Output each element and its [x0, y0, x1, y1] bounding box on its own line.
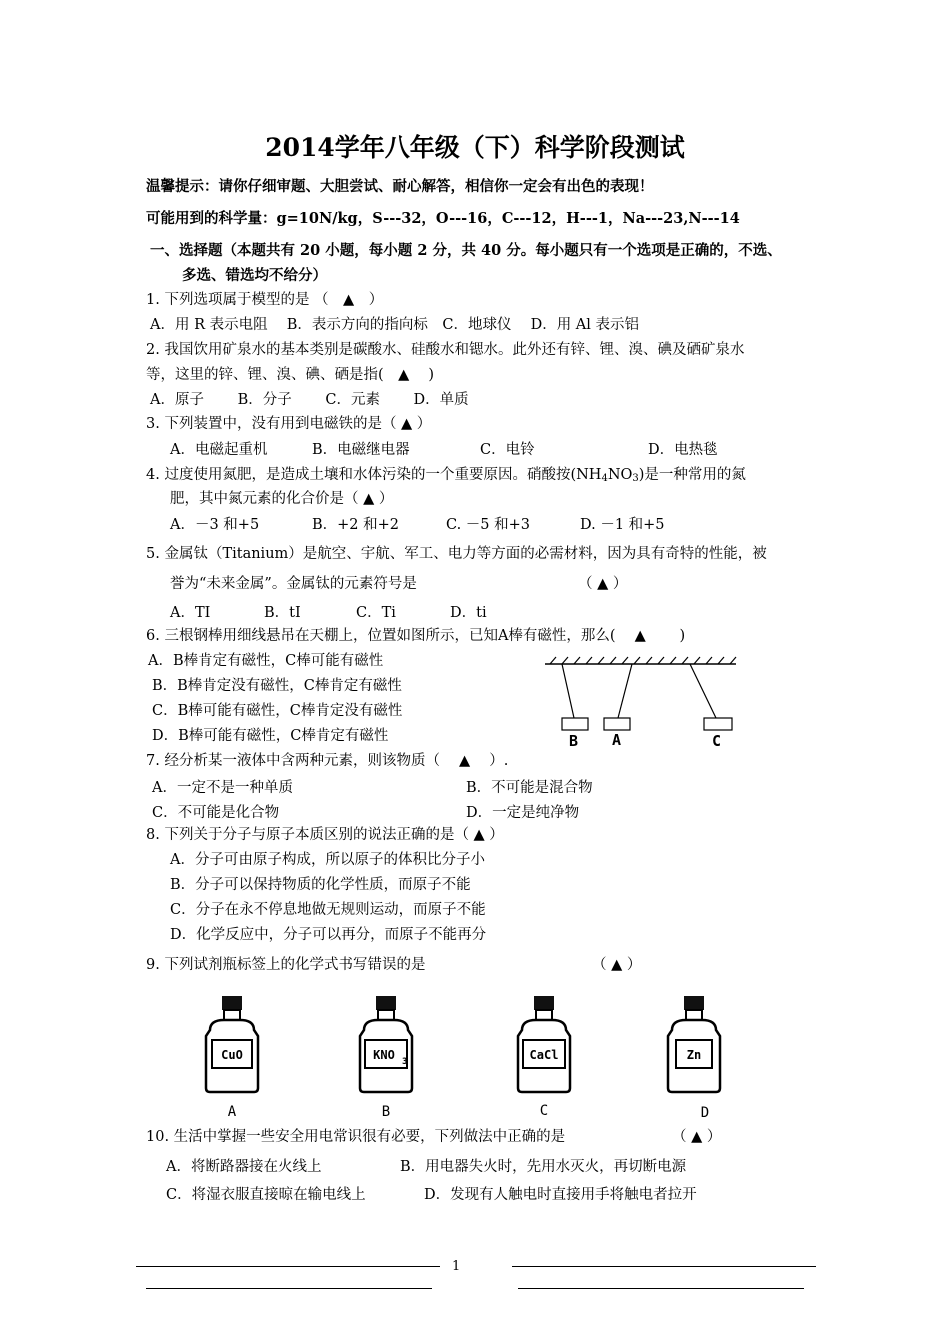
q4-option-a: A．－3 和+5: [170, 517, 260, 533]
rod-b: [562, 718, 588, 730]
bottle-a-letter: A: [227, 1104, 237, 1120]
bottle-b-formula: KNO: [373, 1048, 395, 1062]
q6-rods-diagram: [540, 652, 750, 752]
q5-option-c: C．Ti: [356, 605, 396, 621]
q9-answer-mark: （ ▲ ）: [592, 957, 642, 973]
thread-c: [690, 664, 716, 718]
bottle-b: [360, 996, 412, 1120]
q8-option-d: D．化学反应中，分子可以再分，而原子不能再分: [170, 927, 487, 943]
rod-label-c: C: [712, 732, 722, 750]
q7-option-c: C．不可能是化合物: [152, 805, 280, 821]
section-heading-cont: 多选、错选均不给分）: [182, 267, 327, 284]
q5-stem: 5. 金属钛（Titanium）是航空、宇航、军工、电力等方面的必需材料，因为具有奇特的性能，被: [146, 546, 767, 562]
q6-option-d: D．B棒可能有磁性，C棒肯定有磁性: [152, 728, 389, 744]
q10-answer-mark: （ ▲ ）: [672, 1129, 722, 1145]
q9-stem: 9. 下列试剂瓶标签上的化学式书写错误的是: [146, 957, 426, 973]
footer-rule-right-top: [512, 1266, 816, 1267]
bottle-c-cap: [534, 996, 554, 1010]
ceiling-hatch: [550, 657, 736, 664]
footer-rule-left-top: [136, 1266, 440, 1267]
q10-option-c: C．将湿衣服直接晾在输电线上: [166, 1187, 366, 1203]
q2-stem: 2. 我国饮用矿泉水的基本类别是碳酸水、硅酸水和锶水。此外还有锌、锂、溴、碘及硒矿泉水: [146, 342, 745, 358]
q5-option-d: D．ti: [450, 605, 487, 621]
q4-option-d: D. －1 和+5: [580, 517, 665, 533]
bottle-d-letter: D: [700, 1105, 710, 1121]
thread-b: [562, 664, 574, 718]
q2-stem-cont: 等，这里的锌、锂、溴、碘、硒是指( ▲ ): [146, 367, 435, 383]
q7-stem: 7. 经分析某一液体中含两种元素，则该物质（ ▲ ）.: [146, 753, 509, 769]
bottle-c-letter: C: [539, 1103, 549, 1119]
q10-option-d: D．发现有人触电时直接用手将触电者拉开: [424, 1187, 697, 1203]
q3-option-d: D．电热毯: [648, 442, 718, 458]
masses-text: 可能用到的科学量：g=10N/kg，S---32，O---16，C---12，H---1，Na---23,N---14: [146, 210, 740, 227]
q6-option-c: C．B棒可能有磁性，C棒肯定没有磁性: [152, 703, 403, 719]
q1-options: A．用 R 表示电阻 B．表示方向的指向标 C．地球仪 D．用 Al 表示铝: [150, 317, 640, 333]
exam-title: 2014学年八年级（下）科学阶段测试: [265, 133, 685, 162]
q7-option-a: A．一定不是一种单质: [152, 780, 293, 796]
q8-option-a: A．分子可由原子构成，所以原子的体积比分子小: [170, 852, 485, 868]
q10-stem: 10. 生活中掌握一些安全用电常识很有必要，下列做法中正确的是: [146, 1129, 566, 1145]
rod-c: [704, 718, 732, 730]
q6-option-a: A．B棒肯定有磁性，C棒可能有磁性: [148, 653, 384, 669]
bottle-b-cap: [376, 996, 396, 1010]
q5-answer-mark: （ ▲ ）: [578, 576, 628, 592]
rod-label-a: A: [612, 731, 622, 749]
q5-option-a: A．TI: [170, 605, 211, 621]
page-number: 1: [452, 1259, 461, 1274]
q8-stem: 8. 下列关于分子与原子本质区别的说法正确的是（ ▲ ）: [146, 827, 504, 843]
q10-option-b: B．用电器失火时，先用水灭火，再切断电源: [400, 1159, 687, 1175]
rod-label-b: B: [569, 732, 579, 750]
q5-stem-cont: 誉为“未来金属”。金属钛的元素符号是: [170, 576, 417, 592]
bottle-a: [206, 996, 258, 1120]
q4-stem: 4. 过度使用氮肥，是造成土壤和水体污染的一个重要原因。硝酸按$(NH_4NO_3)$是一种常用的氮: [146, 467, 746, 484]
q3-stem: 3. 下列装置中，没有用到电磁铁的是（ ▲ ）: [146, 416, 432, 432]
q6-option-b: B．B棒肯定没有磁性，C棒肯定有磁性: [152, 678, 402, 694]
q8-option-c: C．分子在永不停息地做无规则运动，而原子不能: [170, 902, 486, 918]
bottle-b-subscript: 3: [402, 1057, 408, 1067]
q6-stem: 6. 三根钢棒用细线悬吊在天棚上，位置如图所示，已知A棒有磁性，那么( ▲ ): [146, 628, 686, 644]
q5-option-b: B．tI: [264, 605, 301, 621]
q2-options: A．原子 B．分子 C．元素 D．单质: [150, 392, 469, 408]
thread-a: [618, 664, 632, 718]
q7-option-b: B．不可能是混合物: [466, 780, 593, 796]
footer-rule-left-bottom: [146, 1288, 432, 1289]
q3-option-a: A．电磁起重机: [170, 442, 268, 458]
bottle-a-formula: CuO: [221, 1048, 243, 1062]
footer-rule-right-bottom: [518, 1288, 804, 1289]
q10-option-a: A．将断路器接在火线上: [166, 1159, 322, 1175]
tip-text: 温馨提示：请你仔细审题、大胆尝试、耐心解答，相信你一定会有出色的表现！: [146, 178, 654, 195]
q4-option-b: B．+2 和+2: [312, 517, 400, 533]
q7-option-d: D．一定是纯净物: [466, 805, 580, 821]
bottle-d: [668, 996, 720, 1121]
q3-option-c: C．电铃: [480, 442, 535, 458]
bottle-c: [518, 996, 570, 1119]
q9-bottles-figure: [176, 988, 754, 1122]
q3-option-b: B．电磁继电器: [312, 442, 410, 458]
bottle-b-letter: B: [381, 1104, 391, 1120]
bottle-c-formula: CaCl: [529, 1048, 559, 1062]
q8-option-b: B．分子可以保持物质的化学性质，而原子不能: [170, 877, 471, 893]
q1-stem: 1. 下列选项属于模型的是 （ ▲ ）: [146, 292, 384, 308]
bottle-d-formula: Zn: [686, 1048, 702, 1062]
q4-stem-cont: 肥，其中氮元素的化合价是（ ▲ ）: [170, 491, 394, 507]
section-heading: 一、选择题（本题共有 20 小题，每小题 2 分，共 40 分。每小题只有一个选项是正确的，不选、: [150, 242, 782, 259]
rod-a: [604, 718, 630, 730]
q4-option-c: C. －5 和+3: [446, 517, 531, 533]
bottle-d-cap: [684, 996, 704, 1010]
bottle-a-cap: [222, 996, 242, 1010]
